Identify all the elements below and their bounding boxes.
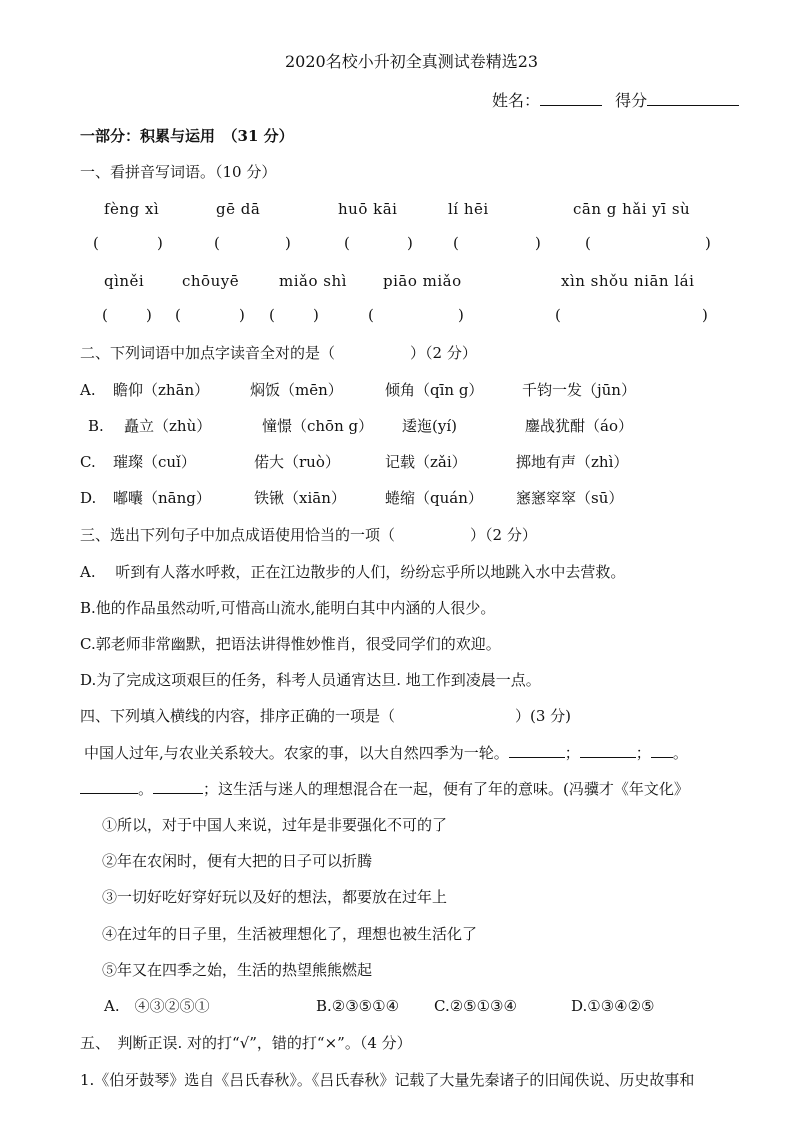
q4-sentence-3: ③一切好吃好穿好玩以及好的想法，都要放在过年上 bbox=[102, 888, 448, 906]
name-label: 姓名： bbox=[492, 91, 541, 110]
q4-choice-c: C.②⑤①③④ bbox=[434, 997, 517, 1015]
answer-paren-close: ) bbox=[157, 234, 163, 252]
q4-sentence-4: ④在过年的日子里，生活被理想化了，理想也被生活化了 bbox=[102, 925, 478, 943]
answer-paren-close: ) bbox=[407, 234, 413, 252]
q2-option-b-item: 矗立（zhù） bbox=[124, 417, 212, 435]
pinyin-4: lí hēi bbox=[448, 200, 489, 218]
q4-passage-end: ；这生活与迷人的理想混合在一起，便有了年的意味。(冯骥才《年文化》 bbox=[203, 780, 689, 798]
q4-passage-line2: 。 ；这生活与迷人的理想混合在一起，便有了年的意味。(冯骥才《年文化》 bbox=[80, 778, 689, 799]
answer-paren-close: ) bbox=[702, 306, 708, 324]
q2-option-d-item: 窸窸窣窣（sū） bbox=[516, 489, 624, 507]
q4-choice-d: D.①③④②⑤ bbox=[571, 997, 655, 1015]
q2-option-a-label: A. bbox=[80, 381, 96, 399]
q4-choice-a: A. ④③②⑤① bbox=[104, 997, 210, 1015]
q2-option-d-item: 铁锹（xiān） bbox=[254, 489, 346, 507]
answer-paren-close: ) bbox=[146, 306, 152, 324]
fill-blank[interactable] bbox=[153, 778, 203, 794]
answer-paren-open: ( bbox=[102, 306, 108, 324]
answer-paren-open: ( bbox=[175, 306, 181, 324]
q2-option-a-item: 焖饭（mēn） bbox=[250, 381, 343, 399]
q2-option-c-item: 偌大（ruò） bbox=[254, 453, 340, 471]
pinyin-10: xìn shǒu niān lái bbox=[561, 272, 695, 290]
score-blank[interactable] bbox=[647, 90, 739, 106]
q5-item-1: 1.《伯牙鼓琴》选自《吕氏春秋》。《吕氏春秋》记载了大量先秦诸子的旧闻佚说、历史故事和 bbox=[80, 1071, 695, 1089]
answer-paren-close: ) bbox=[535, 234, 541, 252]
q2-option-c-item: 璀璨（cuǐ） bbox=[113, 453, 196, 471]
q4-title: 四、下列填入横线的内容，排序正确的一项是（ ）(3 分) bbox=[80, 707, 572, 725]
q3-option-d: D.为了完成这项艰巨的任务，科考人员通宵达旦. 地工作到凌晨一点。 bbox=[80, 671, 541, 689]
q2-option-b-label: B. bbox=[88, 417, 104, 435]
answer-paren-close: ) bbox=[705, 234, 711, 252]
q3-option-a: A. 听到有人落水呼救，正在江边散步的人们，纷纷忘乎所以地跳入水中去营救。 bbox=[80, 563, 626, 581]
part1-heading: 一部分：积累与运用 （31 分） bbox=[80, 127, 294, 145]
q4-sentence-5: ⑤年又在四季之始，生活的热望熊熊燃起 bbox=[102, 961, 373, 979]
answer-paren-close: ) bbox=[239, 306, 245, 324]
answer-paren-open: ( bbox=[93, 234, 99, 252]
q1-title: 一、看拼音写词语。（10 分） bbox=[80, 163, 277, 181]
pinyin-6: qìněi bbox=[104, 272, 145, 290]
fill-blank[interactable] bbox=[651, 742, 673, 758]
q2-option-c-item: 记载（zǎi） bbox=[385, 453, 467, 471]
fill-blank[interactable] bbox=[509, 742, 565, 758]
q4-passage-text: 中国人过年,与农业关系较大。农家的事，以大自然四季为一轮。 bbox=[84, 744, 509, 762]
pinyin-7: chōuyē bbox=[182, 272, 240, 290]
q2-option-a-item: 千钧一发（jūn） bbox=[522, 381, 636, 399]
q4-sentence-1: ①所以，对于中国人来说，过年是非要强化不可的了 bbox=[102, 816, 448, 834]
answer-paren-close: ) bbox=[458, 306, 464, 324]
answer-paren-open: ( bbox=[269, 306, 275, 324]
q2-option-d-item: 嘟囔（nāng） bbox=[113, 489, 211, 507]
answer-paren-open: ( bbox=[453, 234, 459, 252]
pinyin-5: cān g hǎi yī sù bbox=[573, 200, 691, 218]
fill-blank[interactable] bbox=[580, 742, 636, 758]
answer-paren-open: ( bbox=[344, 234, 350, 252]
answer-paren-open: ( bbox=[214, 234, 220, 252]
q4-sentence-2: ②年在农闲时，便有大把的日子可以折腾 bbox=[102, 852, 373, 870]
name-blank[interactable] bbox=[540, 90, 602, 106]
q2-option-d-label: D. bbox=[80, 489, 97, 507]
q2-option-a-item: 瞻仰（zhān） bbox=[113, 381, 210, 399]
answer-paren-open: ( bbox=[585, 234, 591, 252]
q2-title: 二、下列词语中加点字读音全对的是（ ）（2 分） bbox=[80, 344, 477, 362]
score-label: 得分 bbox=[615, 91, 648, 110]
pinyin-3: huō kāi bbox=[338, 200, 398, 218]
q2-option-d-item: 蜷缩（quán） bbox=[385, 489, 483, 507]
answer-paren-close: ) bbox=[313, 306, 319, 324]
answer-paren-open: ( bbox=[555, 306, 561, 324]
page-title: 2020名校小升初全真测试卷精选23 bbox=[285, 52, 539, 71]
q2-option-a-item: 倾角（qīn g） bbox=[385, 381, 484, 399]
q3-title: 三、选出下列句子中加点成语使用恰当的一项（ ）（2 分） bbox=[80, 526, 537, 544]
name-score-line bbox=[492, 90, 739, 111]
fill-blank[interactable] bbox=[80, 778, 138, 794]
q2-option-b-item: 逶迤(yí) bbox=[402, 417, 457, 435]
q2-option-b-item: 憧憬（chōn g） bbox=[262, 417, 374, 435]
q4-choice-b: B.②③⑤①④ bbox=[316, 997, 400, 1015]
answer-paren-open: ( bbox=[368, 306, 374, 324]
q2-option-b-item: 鏖战犹酣（áo） bbox=[525, 417, 633, 435]
q4-passage-line1: 中国人过年,与农业关系较大。农家的事，以大自然四季为一轮。 ； ； 。 bbox=[84, 744, 688, 762]
pinyin-2: gē dā bbox=[216, 200, 261, 218]
answer-paren-close: ) bbox=[285, 234, 291, 252]
q3-option-b: B.他的作品虽然动听,可惜高山流水,能明白其中内涵的人很少。 bbox=[80, 599, 496, 617]
q2-option-c-item: 掷地有声（zhì） bbox=[516, 453, 629, 471]
q3-option-c: C.郭老师非常幽默，把语法讲得惟妙惟肖，很受同学们的欢迎。 bbox=[80, 635, 501, 653]
pinyin-8: miǎo shì bbox=[279, 272, 347, 290]
pinyin-1: fèng xì bbox=[104, 200, 160, 218]
q5-title: 五、 判断正误. 对的打“√”，错的打“×”。（4 分） bbox=[80, 1034, 412, 1052]
pinyin-9: piāo miǎo bbox=[383, 272, 462, 290]
q2-option-c-label: C. bbox=[80, 453, 96, 471]
